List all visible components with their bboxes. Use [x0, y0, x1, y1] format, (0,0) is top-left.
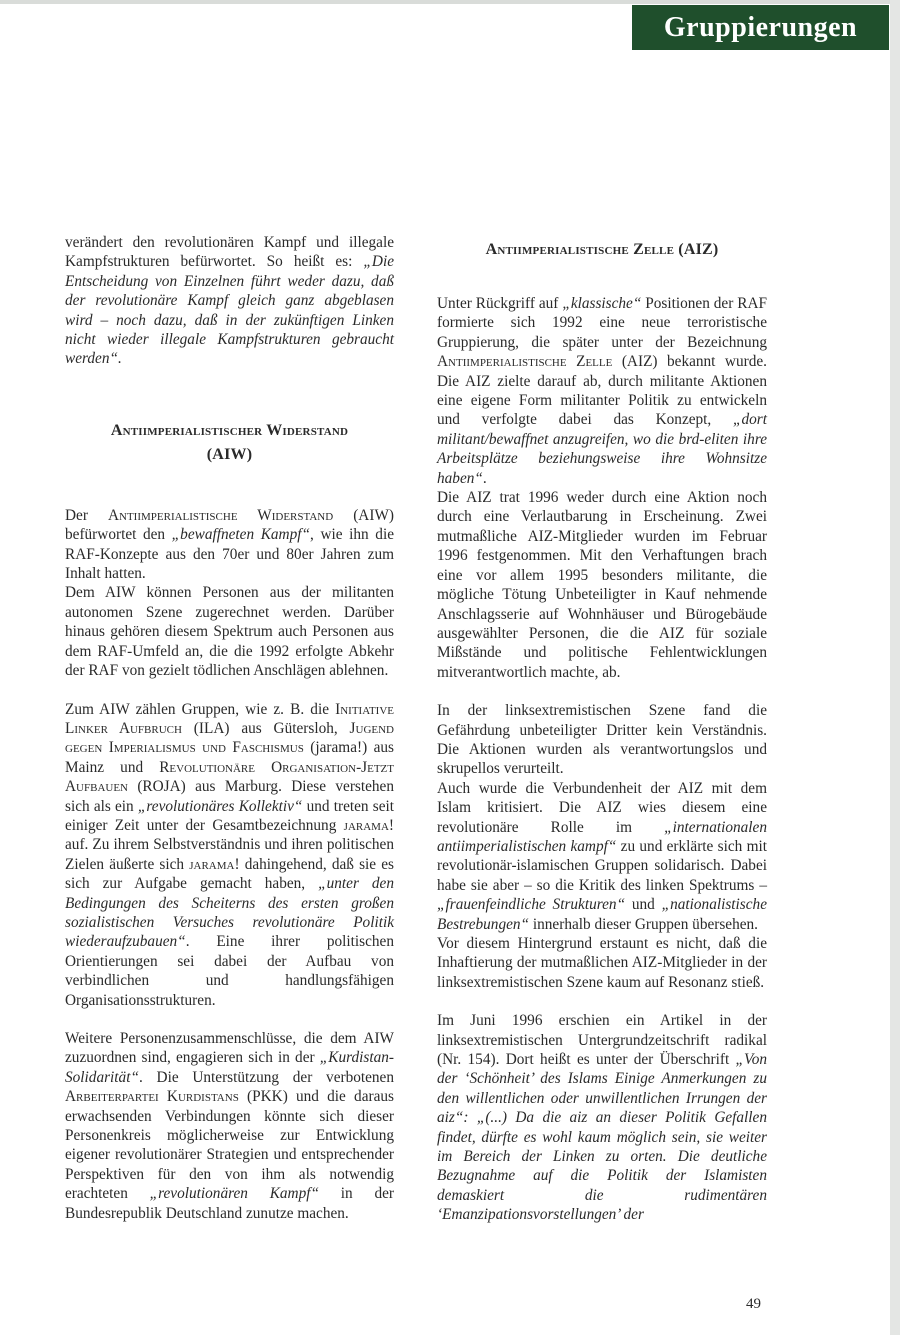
paragraph: Unter Rückgriff auf „klassische“ Positionen der RAF formierte sich 1992 eine neue terroristische Gruppierung, die später unter der Bezeichnung Antiimperialistische Zelle (AIZ) bekannt wurde. Die AIZ zielte darauf ab, durch militante Aktionen eine eigene Form militanter Politik zu entwickeln und verfolgte dabei das Konzept, „dort militant/bewaffnet anzugreifen, wo die brd-eliten ihre Arbeitsplätze beziehungsweise ihre Wohnsitze haben“.: [437, 295, 767, 487]
paragraph: Weitere Personenzusammenschlüsse, die dem AIW zuzuordnen sind, engagieren sich in der „Kurdistan-Solidarität“. Die Unterstützung der verbotenen Arbeiterpartei Kurdistans (PKK) und die daraus erwachsenden Verbindungen könnte sich dieser Personenkreis möglicherweise zur Entwicklung eigener revolutionärer Strategien und entsprechender Perspektiven für den von ihm als notwendig erachteten „revolutionären Kampf“ in der Bundesrepublik Deutschland zunutze machen.: [65, 1030, 394, 1222]
quote: „Die Entscheidung von Einzelnen führt weder dazu, daß der revolutionäre Kampf gleich ganz abgeblasen wird – noch dazu, daß in der zukünftigen Linken nicht wieder illegale Kampfstrukturen gebraucht werden“.: [65, 253, 394, 368]
paragraph: Zum AIW zählen Gruppen, wie z. B. die Initiative Linker Aufbruch (ILA) aus Gütersloh, Jugend gegen Imperialismus und Faschismus (jarama!) aus Mainz und Revolutionäre Organisation-Jetzt Aufbauen (ROJA) aus Marburg. Diese verstehen sich als ein „revolutionäres Kollektiv“ und treten seit einiger Zeit unter der Gesamtbezeichnung jarama! auf. Zu ihrem Selbstverständnis und ihren politischen Zielen äußerte sich jarama! dahingehend, daß sie es sich zur Aufgabe gemacht haben, „unter den Bedingungen des Scheiterns des ersten großen sozialistischen Versuches revolutionäre Politik wiederaufzubauen“. Eine ihrer politischen Orientierungen sei dabei der Aufbau von verbindlichen und handlungsfähigen Organisationsstrukturen.: [65, 700, 395, 1009]
right-column: [437, 238, 767, 1225]
heading-aiw: Antiimperialistischer Widerstand (AIW): [110, 421, 349, 463]
paragraph: Die AIZ trat 1996 weder durch eine Aktion noch durch eine Verlautbarung in Erscheinung. Zwei mutmaßliche AIZ-Mitglieder wurden im Februar 1996 festgenommen. Mit den Verhaftungen brach eine vor allem 1995 besonders militante, die mögliche Tötung Unbeteiligter in Kauf nehmende Anschlagsserie auf Wohnhäuser und Bürogebäude ausgewählter Personen, die die AIZ für soziale Mißstände und politische Fehlentwicklungen mitverantwortlich machte, ab.: [437, 489, 767, 681]
paragraph: Auch wurde die Verbundenheit der AIZ mit dem Islam kritisiert. Die AIZ wies diesem eine revolutionäre Rolle im „internationalen antiimperialistischen kampf“ zu und erklärte sich mit revolutionär-islamischen Gruppen solidarisch. Dabei habe sie aber – so die Kritik des linken Spektrums – „frauenfeindliche Strukturen“ und „nationalistische Bestrebungen“ innerhalb dieser Gruppen übersehen.: [437, 779, 767, 933]
page-right-edge: [890, 0, 900, 1335]
paragraph: Dem AIW können Personen aus der militanten autonomen Szene zugerechnet werden. Darüber hinaus gehören diesem Spektrum auch Personen aus dem RAF-Umfeld an, die die 1992 erfolgte Abkehr der RAF von gezielt tödlichen Anschlägen ablehnen.: [65, 584, 394, 680]
left-column: [65, 233, 394, 1223]
heading-aiz: Antiimperialistische Zelle (AIZ): [485, 241, 719, 258]
page-top-edge: [0, 0, 900, 4]
paragraph: Der Antiimperialistische Widerstand (AIW) befürwortet den „bewaffneten Kampf“, wie ihn die RAF-Konzepte aus den 70er und 80er Jahren zum Inhalt hatten.: [65, 506, 394, 583]
paragraph: Vor diesem Hintergrund erstaunt es nicht, daß die Inhaftierung der mutmaßlichen AIZ-Mitglieder in der linksextremistischen Szene kaum auf Resonanz stieß.: [437, 935, 767, 991]
paragraph: verändert den revolutionären Kampf und illegale Kampfstrukturen befürwortet. So heißt es: „Die Entscheidung von Einzelnen führt weder dazu, daß der revolutionäre Kampf gleich ganz abgeblasen wird – noch dazu, daß in der zukünftigen Linken nicht wieder illegale Kampfstrukturen gebraucht werden“.: [65, 234, 394, 368]
page-number: 49: [746, 1296, 761, 1312]
paragraph: In der linksextremistischen Szene fand die Gefährdung unbeteiligter Dritter kein Verständnis. Die Aktionen wurden als verantwortungslos und skrupellos verurteilt.: [437, 702, 767, 778]
paragraph: Im Juni 1996 erschien ein Artikel in der linksextremistischen Untergrundzeitschrift radikal (Nr. 154). Dort heißt es unter der Überschrift „Von der ‘Schönheit’ des Islams Einige Anmerkungen zu den willentlichen oder unwillentlichen Irrungen der aiz“: „(...) Da die aiz an dieser Politik Gefallen findet, dürfte es wohl kaum möglich sein, sie weiter im Bereich der Linken zu orten. Die deutliche Bezugnahme auf die Politik der Islamisten demaskiert die rudimentären ‘Emanzipationsvorstellungen’ der: [437, 1012, 767, 1224]
section-tab: Gruppierungen: [632, 5, 889, 50]
